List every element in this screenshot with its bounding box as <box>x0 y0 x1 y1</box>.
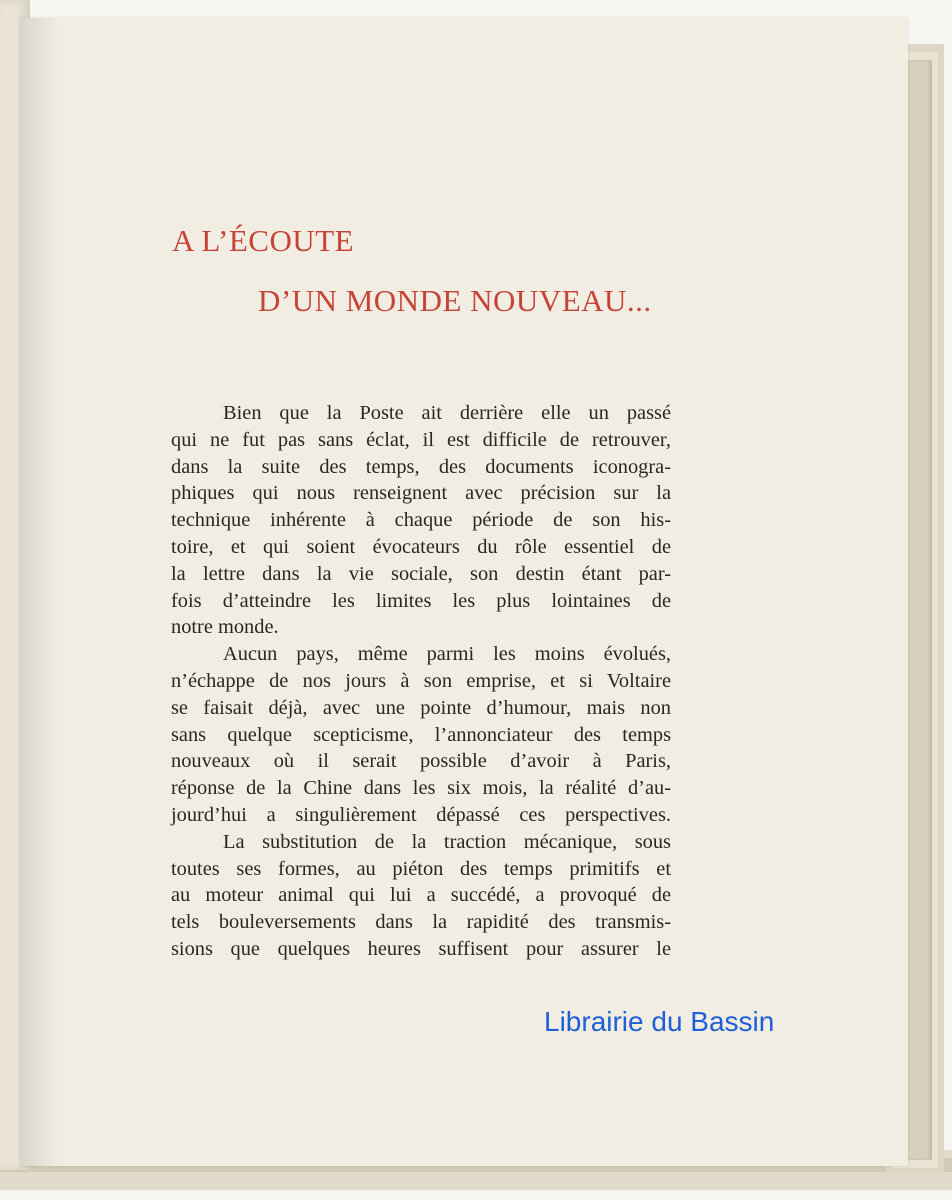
text-line: La substitution de la traction mécanique, sous <box>223 830 671 853</box>
body-text <box>171 400 671 963</box>
text-line: notre monde. <box>171 616 279 639</box>
text-line: Bien que la Poste ait derrière elle un passé <box>223 402 671 424</box>
text-line: Aucun pays, même parmi les moins évolués, <box>223 643 671 666</box>
watermark: Librairie du Bassin <box>544 1006 775 1037</box>
text-line: jourd’hui a singulièrement dépassé ces perspectives. <box>171 803 671 826</box>
text-line: nouveaux où il serait possible d’avoir à Paris, <box>171 750 671 773</box>
text-line: n’échappe de nos jours à son emprise, et si Voltaire <box>171 669 671 692</box>
text-line: toire, et qui soient évocateurs du rôle essentiel de <box>171 535 671 558</box>
text-line: fois d’atteindre les limites les plus lointaines de <box>171 589 671 612</box>
text-line: phiques qui nous renseignent avec précision sur la <box>171 482 671 505</box>
page-gutter-shadow <box>20 18 60 1166</box>
text-line: tels bouleversements dans la rapidité des transmis- <box>171 911 671 934</box>
text-line: la lettre dans la vie sociale, son destin étant par- <box>171 562 671 585</box>
title-line-2: D’UN MONDE NOUVEAU... <box>258 283 652 318</box>
text-line: sans quelque scepticisme, l’annonciateur des temps <box>171 723 671 746</box>
text-line: qui ne fut pas sans éclat, il est difficile de retrouver, <box>171 428 671 451</box>
text-line: dans la suite des temps, des documents iconogra- <box>171 455 671 478</box>
text-line: réponse de la Chine dans les six mois, la réalité d’au- <box>171 777 671 800</box>
text-line: sions que quelques heures suffisent pour assurer le <box>171 937 671 960</box>
text-line: toutes ses formes, au piéton des temps primitifs et <box>171 857 671 880</box>
text-line: technique inhérente à chaque période de son his- <box>171 509 671 532</box>
text-line: au moteur animal qui lui a succédé, a provoqué de <box>171 884 671 907</box>
text-line: se faisait déjà, avec une pointe d’humour, mais non <box>171 696 671 719</box>
title-line-1: A L’ÉCOUTE <box>172 223 355 258</box>
